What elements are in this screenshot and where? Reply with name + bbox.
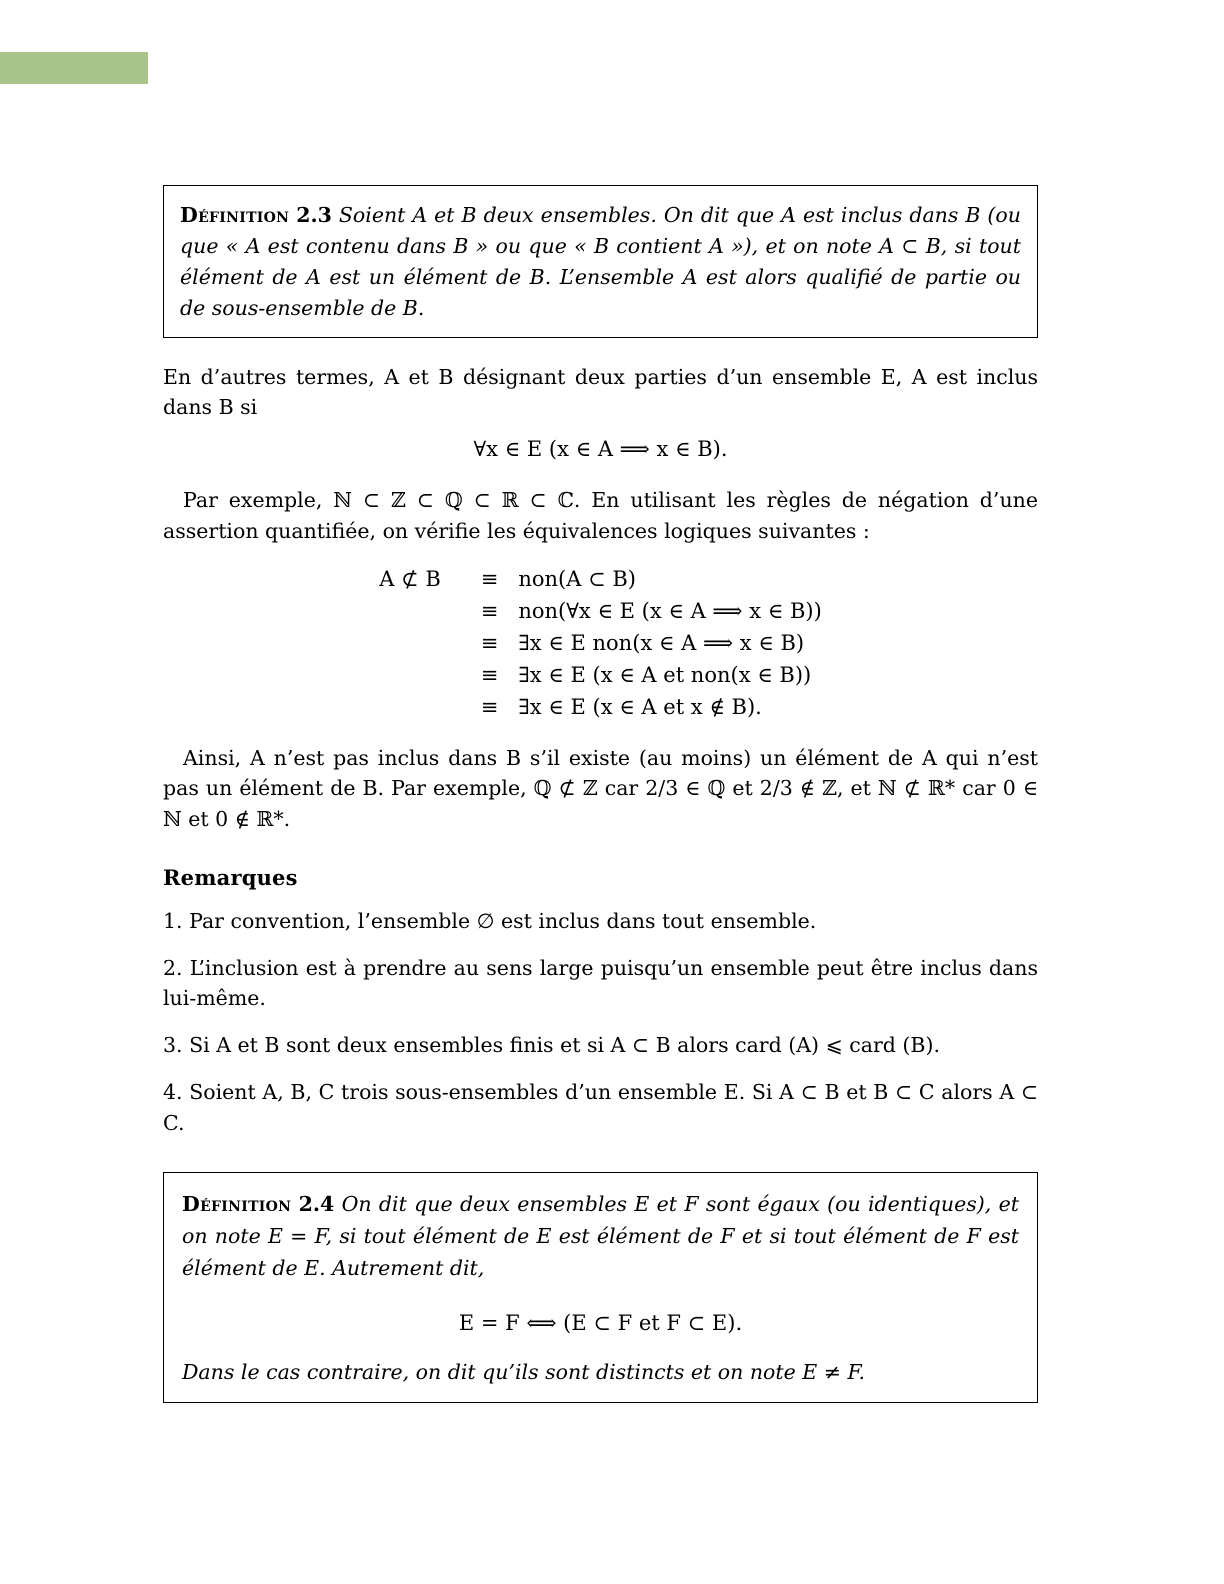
definition-2-4-body: On dit que deux ensembles E et F sont égaux (ou identiques), et on note E = F, si tout élément de E est élément de F et si tout élément de F est élément de E. Autrement dit,	[182, 1192, 1019, 1280]
equation-lhs	[379, 691, 461, 723]
remark-item-3: 3. Si A et B sont deux ensembles finis et si A ⊂ B alors card (A) ⩽ card (B).	[163, 1033, 940, 1058]
equation-row	[379, 691, 822, 723]
equation-rhs: ∃x ∈ E (x ∈ A et non(x ∈ B))	[518, 662, 812, 687]
equation-row	[379, 595, 822, 627]
paragraph-ainsi: Ainsi, A n’est pas inclus dans B s’il existe (au moins) un élément de A qui n’est pas un élément de B. Par exemple, ℚ ⊄ ℤ car 2/3 ∈ ℚ et 2/3 ∉ ℤ, et ℕ ⊄ ℝ* car 0 ∈ ℕ et 0 ∉ ℝ*.	[163, 745, 1038, 832]
equation-rhs: ∃x ∈ E (x ∈ A et x ∉ B).	[518, 694, 762, 719]
page-content	[163, 185, 1038, 1403]
equation-relation: ≡	[480, 566, 499, 591]
definition-2-3-box	[163, 185, 1038, 338]
definition-2-4-number: 2.4	[298, 1192, 335, 1217]
definition-2-3-body: Soient A et B deux ensembles. On dit que A est inclus dans B (ou que « A est contenu dans B » ou que « B contient A »), et on note A ⊂ B, si tout élément de A est un élément de B. L’ensemble A est alors qualifié de partie ou de sous-ensemble de B.	[180, 203, 1021, 321]
equation-lhs	[379, 627, 461, 659]
definition-2-4-text	[182, 1189, 1019, 1284]
equation-relation: ≡	[480, 630, 499, 655]
equation-lhs: A ⊄ B	[379, 566, 441, 591]
equation-row	[379, 563, 822, 595]
equation-array	[379, 563, 822, 723]
equation-row	[379, 659, 822, 691]
definition-2-3-number: 2.3	[296, 203, 332, 227]
equation-lhs	[379, 659, 461, 691]
equation-relation: ≡	[480, 694, 499, 719]
display-math-inclusion: ∀x ∈ E (x ∈ A ⟹ x ∈ B).	[473, 437, 728, 462]
paragraph-par-exemple: Par exemple, ℕ ⊂ ℤ ⊂ ℚ ⊂ ℝ ⊂ ℂ. En utilisant les règles de négation d’une assertion quantifiée, on vérifie les équivalences logiques suivantes :	[163, 488, 1038, 543]
equation-lhs	[379, 595, 461, 627]
remark-item-1: 1. Par convention, l’ensemble ∅ est inclus dans tout ensemble.	[163, 908, 817, 933]
definition-2-3-label: Définition	[180, 203, 290, 227]
equation-rhs: non(A ⊂ B)	[518, 566, 636, 591]
remarks-heading: Remarques	[163, 864, 298, 890]
remark-item-2: 2. L’inclusion est à prendre au sens large puisqu’un ensemble peut être inclus dans lui-même.	[163, 955, 1038, 1011]
definition-2-4-box	[163, 1172, 1038, 1403]
definition-2-4-display-math: E = F ⟺ (E ⊂ F et F ⊂ E).	[458, 1310, 743, 1335]
paragraph-en-dautres-termes: En d’autres termes, A et B désignant deux parties d’un ensemble E, A est inclus dans B si	[163, 364, 1038, 420]
equation-array-block	[163, 563, 1038, 723]
equation-row	[379, 627, 822, 659]
remark-item-4: 4. Soient A, B, C trois sous-ensembles d’un ensemble E. Si A ⊂ B et B ⊂ C alors A ⊂ C.	[163, 1079, 1038, 1135]
definition-2-4-label: Définition	[182, 1192, 292, 1217]
equation-relation: ≡	[480, 662, 499, 687]
definition-2-4-text-2: Dans le cas contraire, on dit qu’ils sont distincts et on note E ≠ F.	[182, 1359, 866, 1384]
page-accent-tab	[0, 52, 148, 84]
definition-2-3-text	[180, 200, 1021, 325]
equation-relation: ≡	[480, 598, 499, 623]
equation-rhs: ∃x ∈ E non(x ∈ A ⟹ x ∈ B)	[518, 630, 805, 655]
equation-rhs: non(∀x ∈ E (x ∈ A ⟹ x ∈ B))	[518, 598, 822, 623]
